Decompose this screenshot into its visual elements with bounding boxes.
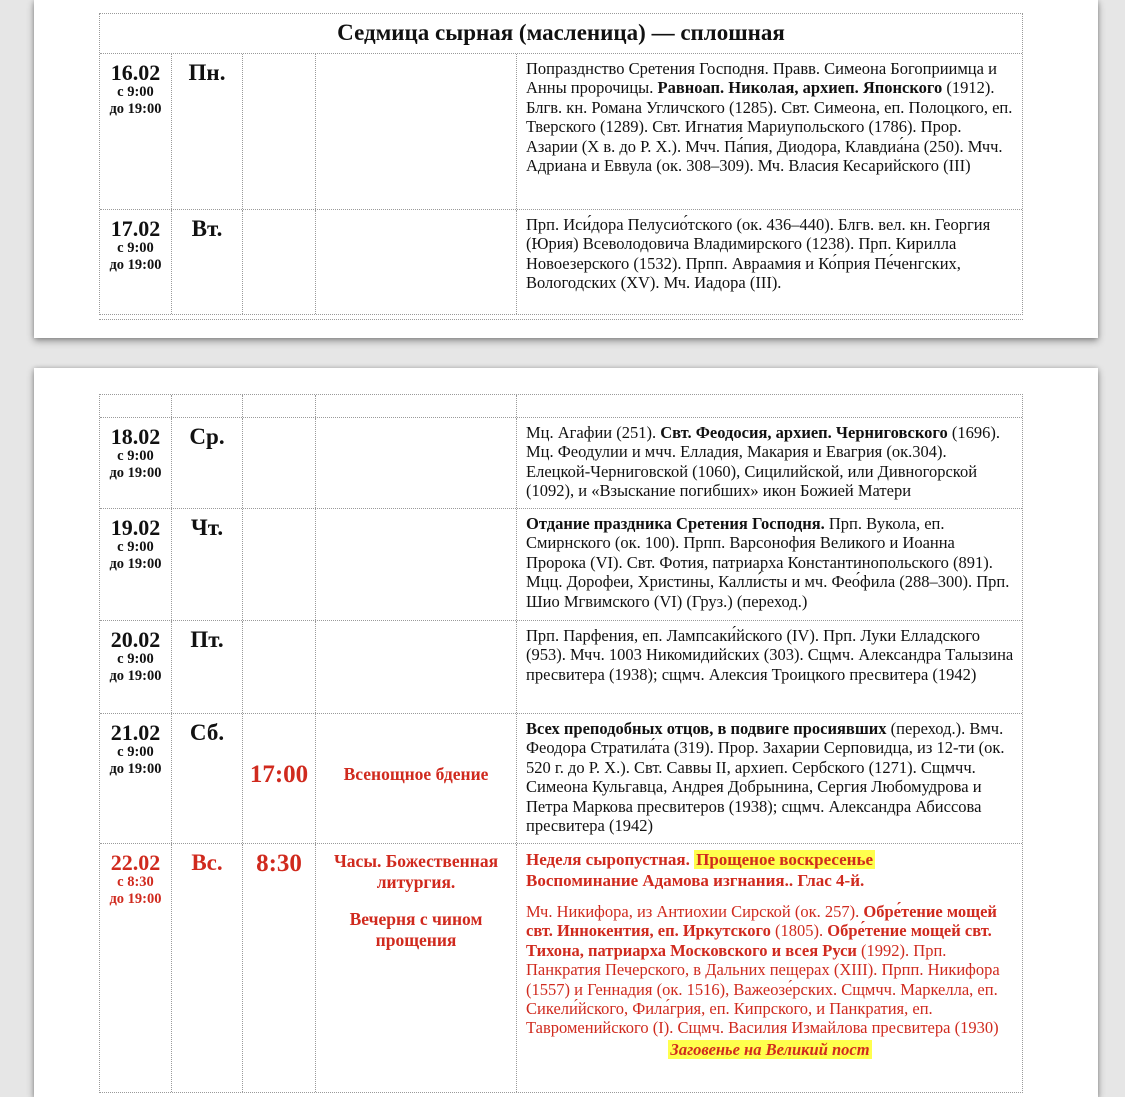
date-cell — [100, 844, 172, 1092]
time-cell: 17:00 — [243, 714, 316, 843]
service-cell — [316, 509, 517, 620]
highlighted-text: Заговенье на Великий пост — [670, 1039, 870, 1059]
description-cell — [517, 210, 1022, 314]
description-cell — [517, 844, 1022, 1092]
service-name: Всенощное бдение — [343, 764, 489, 784]
table-row — [100, 508, 1022, 620]
description-paragraph — [526, 1040, 1014, 1059]
work-hours-from: с 8:30 — [117, 874, 154, 891]
date-label: 16.02 — [110, 60, 161, 85]
day-cell: Пт. — [172, 621, 243, 713]
work-hours-to: до 19:00 — [109, 891, 162, 908]
day-cell — [172, 395, 243, 417]
service-cell — [316, 714, 517, 843]
service-cell — [316, 621, 517, 713]
page-1 — [34, 0, 1098, 338]
work-hours-to: до 19:00 — [109, 101, 162, 118]
day-cell: Пн. — [172, 54, 243, 209]
description-cell — [517, 54, 1022, 209]
description-cell — [517, 418, 1022, 508]
work-hours-to: до 19:00 — [109, 556, 162, 573]
service-cell — [316, 54, 517, 209]
description-cell — [517, 395, 1022, 417]
work-hours-to: до 19:00 — [109, 668, 162, 685]
date-cell — [100, 509, 172, 620]
date-label: 19.02 — [110, 515, 161, 540]
table-row — [100, 54, 1022, 209]
table-row — [100, 620, 1022, 713]
weekly-schedule-table-continued — [99, 394, 1023, 1093]
work-hours-from: с 9:00 — [117, 240, 154, 257]
work-hours-to: до 19:00 — [109, 465, 162, 482]
time-cell — [243, 509, 316, 620]
highlighted-text: Прощеное воскресенье — [696, 850, 874, 869]
day-cell: Сб. — [172, 714, 243, 843]
page-break-line — [99, 319, 1023, 320]
time-cell: 8:30 — [243, 844, 316, 1092]
description-paragraph: Неделя сыропустная. Прощеное воскресенье Воспоминание Адамова изгнания.. Глас 4-й. — [526, 850, 874, 890]
time-cell — [243, 395, 316, 417]
table-rows — [100, 395, 1022, 1092]
date-label: 17.02 — [110, 216, 161, 241]
time-cell — [243, 210, 316, 314]
table-rows — [100, 54, 1022, 314]
table-row — [100, 417, 1022, 508]
table-row — [100, 713, 1022, 843]
date-cell — [100, 621, 172, 713]
date-cell — [100, 418, 172, 508]
description-paragraph: Попразднство Сретения Господня. Правв. Симеона Богоприимца и Анны пророчицы. Равноап. Николая, архиеп. Японского (1912). Блгв. кн. Романа Угличского (1285). Свт. Симеона, еп. Полоцкого, еп. Тверского (1289). Свт. Игнатия Мариупольского (1786). Прор. Азарии (X в. до Р. Х.). Мчч. Па́пия, Диодора, Клавдиа́на (250). Мчч. Адриана и Еввула (ок. 308–309). Мч. Власия Кесарийского (III) — [526, 59, 1013, 176]
description-paragraph: Прп. Иси́дора Пелусио́тского (ок. 436–440). Блгв. вел. кн. Георгия (Юрия) Всеволодовича Владимирского (1238). Прп. Кирилла Новоезерского (1532). Прпп. Авраамия и Ко́прия Пе́ченгских, Вологодских (XV). Мч. Иадора (III). — [526, 215, 991, 293]
description-paragraph: Отдание праздника Сретения Господня. Прп. Вукола, еп. Смирнского (ок. 100). Прпп. Варсонофия Великого и Иоанна Пророка (VI). Свт. Фотия, патриарха Константинопольского (891). Мцц. Дорофеи, Христины, Калли́сты и мч. Фео́фила (288–300). Прп. Шио Мгвимского (VI) (Груз.) (переход.) — [526, 514, 1010, 611]
time-cell — [243, 54, 316, 209]
time-cell — [243, 418, 316, 508]
work-hours-from: с 9:00 — [117, 744, 154, 761]
work-hours-to: до 19:00 — [109, 257, 162, 274]
work-hours-to: до 19:00 — [109, 761, 162, 778]
description-paragraph: Прп. Парфения, еп. Лампсаки́йского (IV). Прп. Луки Елладского (953). Мчч. 1003 Никомидийских (303). Сщмч. Александра Талызина пресвитера (1938); сщмч. Алексия Троицкого пресвитера (1942) — [526, 626, 1014, 684]
description-paragraph: Мц. Агафии (251). Свт. Феодосия, архиеп. Черниговского (1696). Мц. Феодулии и мчч. Елладия, Макария и Евагрия (ок.304). Елецкой-Черниговской (1060), Сицилийской, или Дивногорской (1092), и «Взыскание погибших» икон Божией Матери — [526, 423, 1001, 501]
work-hours-from: с 9:00 — [117, 539, 154, 556]
page-2 — [34, 368, 1098, 1097]
weekly-schedule-table — [99, 13, 1023, 315]
day-cell: Ср. — [172, 418, 243, 508]
description-paragraph: Всех преподобных отцов, в подвиге просиявших (переход.). Вмч. Феодора Стратила́та (319). Прор. Захарии Серповидца, из 12-ти (ок. 520 г. до Р. Х.). Свт. Саввы II, архиеп. Сербского (1271). Сщмчч. Симеона Кульгавца, Андрея Добрынина, Сергия Любомудрова и Петра Маркова пресвитеров (1938); сщмч. Александра Абиссова пресвитера (1942) — [526, 719, 1005, 836]
table-row — [100, 843, 1022, 1092]
service-cell — [316, 844, 517, 1092]
service-name: Вечерня с чином прощения — [349, 909, 483, 950]
table-row — [100, 209, 1022, 314]
work-hours-from: с 9:00 — [117, 448, 154, 465]
time-cell — [243, 621, 316, 713]
service-cell — [316, 210, 517, 314]
description-cell — [517, 714, 1022, 843]
description-paragraph: Мч. Никифора, из Антиохии Сирской (ок. 257). Обре́тение мощей свт. Иннокентия, еп. Иркутского (1805). Обре́тение мощей свт. Тихона, патриарха Московского и всея Руси (1992). Прп. Панкратия Печерского, в Дальних пещерах (XIII). Прпп. Никифора (1557) и Геннадия (ок. 1516), Важеозе́рских. Сщмчч. Маркелла, еп. Сикели́йского, Фила́грия, еп. Кипрского, и Панкратия, еп. Тавроменийского (I). Сщмч. Василия Измайлова пресвитера (1930) — [526, 902, 1000, 1038]
date-label: 18.02 — [110, 424, 161, 449]
table-row — [100, 395, 1022, 417]
date-cell — [100, 714, 172, 843]
date-cell — [100, 395, 172, 417]
service-cell — [316, 395, 517, 417]
day-cell: Вс. — [172, 844, 243, 1092]
day-cell: Вт. — [172, 210, 243, 314]
service-cell — [316, 418, 517, 508]
work-hours-from: с 9:00 — [117, 84, 154, 101]
description-cell — [517, 621, 1022, 713]
table-title: Седмица сырная (масленица) — сплошная — [100, 14, 1022, 54]
date-label: 21.02 — [110, 720, 161, 745]
date-label: 22.02 — [110, 850, 161, 875]
date-cell — [100, 54, 172, 209]
day-cell: Чт. — [172, 509, 243, 620]
work-hours-from: с 9:00 — [117, 651, 154, 668]
service-name: Часы. Божественная литургия. — [333, 851, 499, 892]
date-label: 20.02 — [110, 627, 161, 652]
description-cell — [517, 509, 1022, 620]
date-cell — [100, 210, 172, 314]
